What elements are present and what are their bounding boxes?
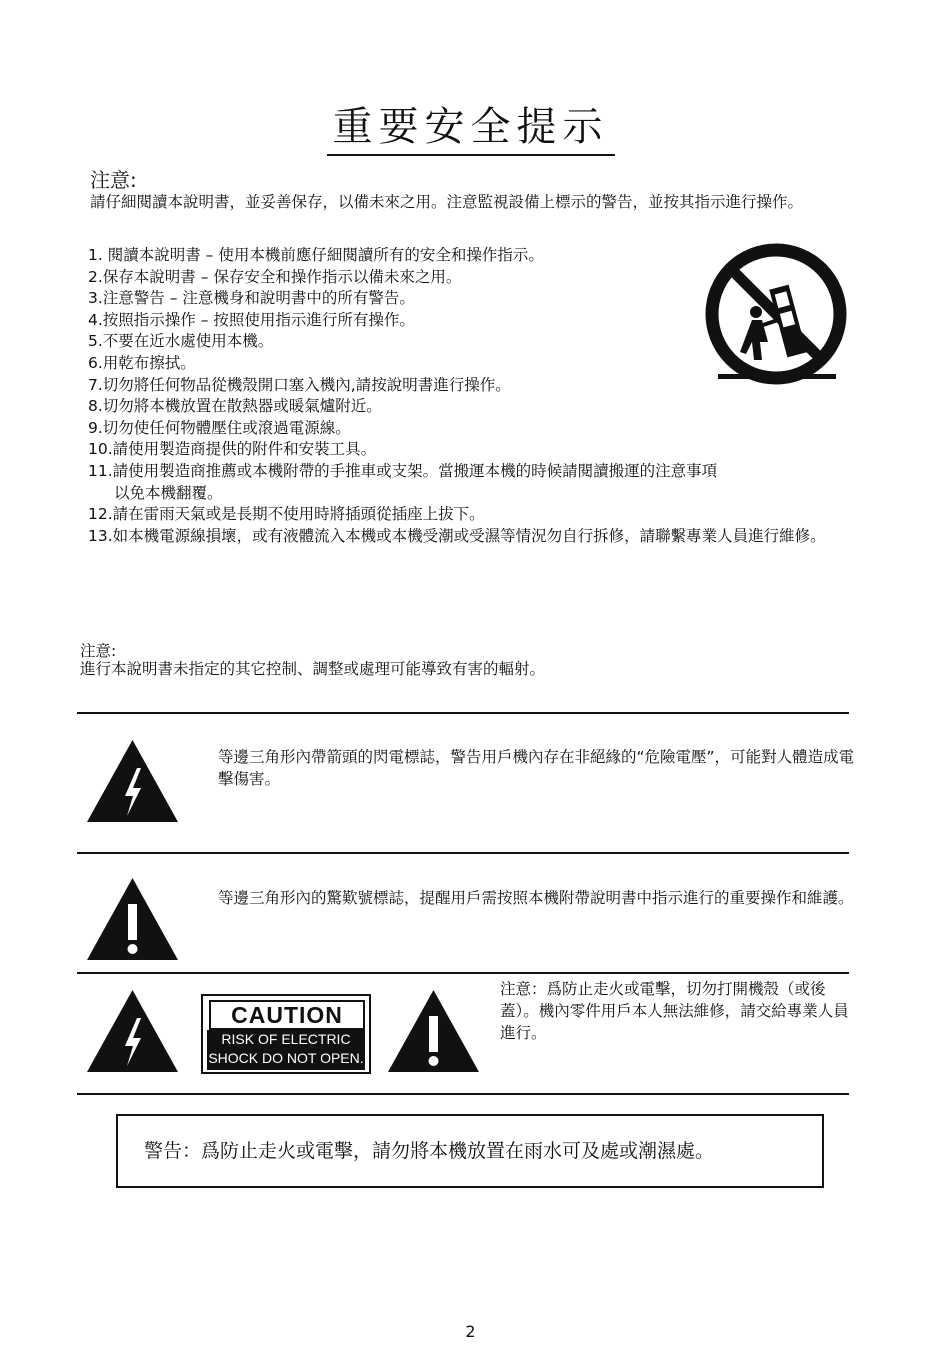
- lightning-warning-icon: [85, 988, 180, 1074]
- caution-label-subtext: [207, 1030, 365, 1070]
- caution-label-title: CAUTION: [209, 1000, 365, 1030]
- list-item: 13.如本機電源線損壞，或有液體流入本機或本機受潮或受濕等情況勿自行拆修，請聯繫專業人員進行維修。: [88, 526, 826, 545]
- list-item: 3.注意警告 – 注意機身和說明書中的所有警告。: [88, 289, 415, 308]
- list-item: 5.不要在近水處使用本機。: [88, 332, 274, 351]
- exclamation-warning-icon: [85, 876, 180, 962]
- caution-heading: 注意:: [90, 168, 137, 192]
- intro-paragraph: 請仔細閱讀本說明書，並妥善保存，以備未來之用。注意監視設備上標示的警告，並按其指示進行操作。: [90, 193, 804, 211]
- list-item: 2.保存本說明書 – 保存安全和操作指示以備未來之用。: [88, 267, 462, 286]
- note2-heading: 注意:: [80, 642, 117, 660]
- page-title: 重要安全提示: [0, 95, 941, 152]
- divider: [77, 972, 849, 974]
- list-item: 10.請使用製造商提供的附件和安裝工具。: [88, 440, 377, 459]
- cart-tipover-icon: [702, 242, 850, 390]
- list-item-text: 11.請使用製造商推薦或本機附帶的手推車或支架。當搬運本機的時候請閱讀搬運的注意事項: [88, 461, 718, 480]
- exclamation-symbol-description: 等邊三角形內的驚歎號標誌，提醒用戶需按照本機附帶說明書中指示進行的重要操作和維護。: [218, 889, 854, 907]
- list-item: 1. 閱讀本說明書 – 使用本機前應仔細閱讀所有的安全和操作指示。: [88, 246, 544, 264]
- list-item: 4.按照指示操作 – 按照使用指示進行所有操作。: [88, 310, 415, 329]
- list-item: 12.請在雷雨天氣或是長期不使用時將插頭從插座上拔下。: [88, 505, 485, 524]
- caution-label-line2: SHOCK DO NOT OPEN.: [208, 1050, 364, 1066]
- divider: [77, 712, 849, 714]
- page-number: 2: [465, 1322, 476, 1341]
- note2-text: 進行本說明書未指定的其它控制、調整或處理可能導致有害的輻射。: [80, 660, 546, 678]
- list-item: [88, 461, 858, 504]
- list-item: 7.切勿將任何物品從機殼開口塞入機內,請按說明書進行操作。: [88, 375, 511, 394]
- lightning-symbol-description: 等邊三角形內帶箭頭的閃電標誌，警告用戶機內存在非絕緣的“危險電壓”，可能對人體造成電擊傷害。: [218, 748, 855, 788]
- lightning-warning-icon: [85, 738, 180, 824]
- divider: [77, 1093, 849, 1095]
- list-item: 8.切勿將本機放置在散熱器或暖氣爐附近。: [88, 397, 382, 416]
- warning-text: 警告：爲防止走火或電擊，請勿將本機放置在雨水可及處或潮濕處。: [144, 1140, 715, 1162]
- list-item-continuation: 以免本機翻覆。: [114, 483, 223, 502]
- caution-label-line1: RISK OF ELECTRIC: [221, 1031, 351, 1047]
- warning-box: [116, 1114, 824, 1188]
- list-item: 9.切勿使任何物體壓住或滾過電源線。: [88, 418, 351, 437]
- divider: [77, 852, 849, 854]
- exclamation-warning-icon: [386, 988, 481, 1074]
- list-item: 6.用乾布擦拭。: [88, 353, 196, 372]
- caution-label: [201, 994, 371, 1074]
- caution-note: 注意：爲防止走火或電擊，切勿打開機殼（或後蓋）。機內零件用戶本人無法維修，請交給專業人員進行。: [500, 980, 849, 1042]
